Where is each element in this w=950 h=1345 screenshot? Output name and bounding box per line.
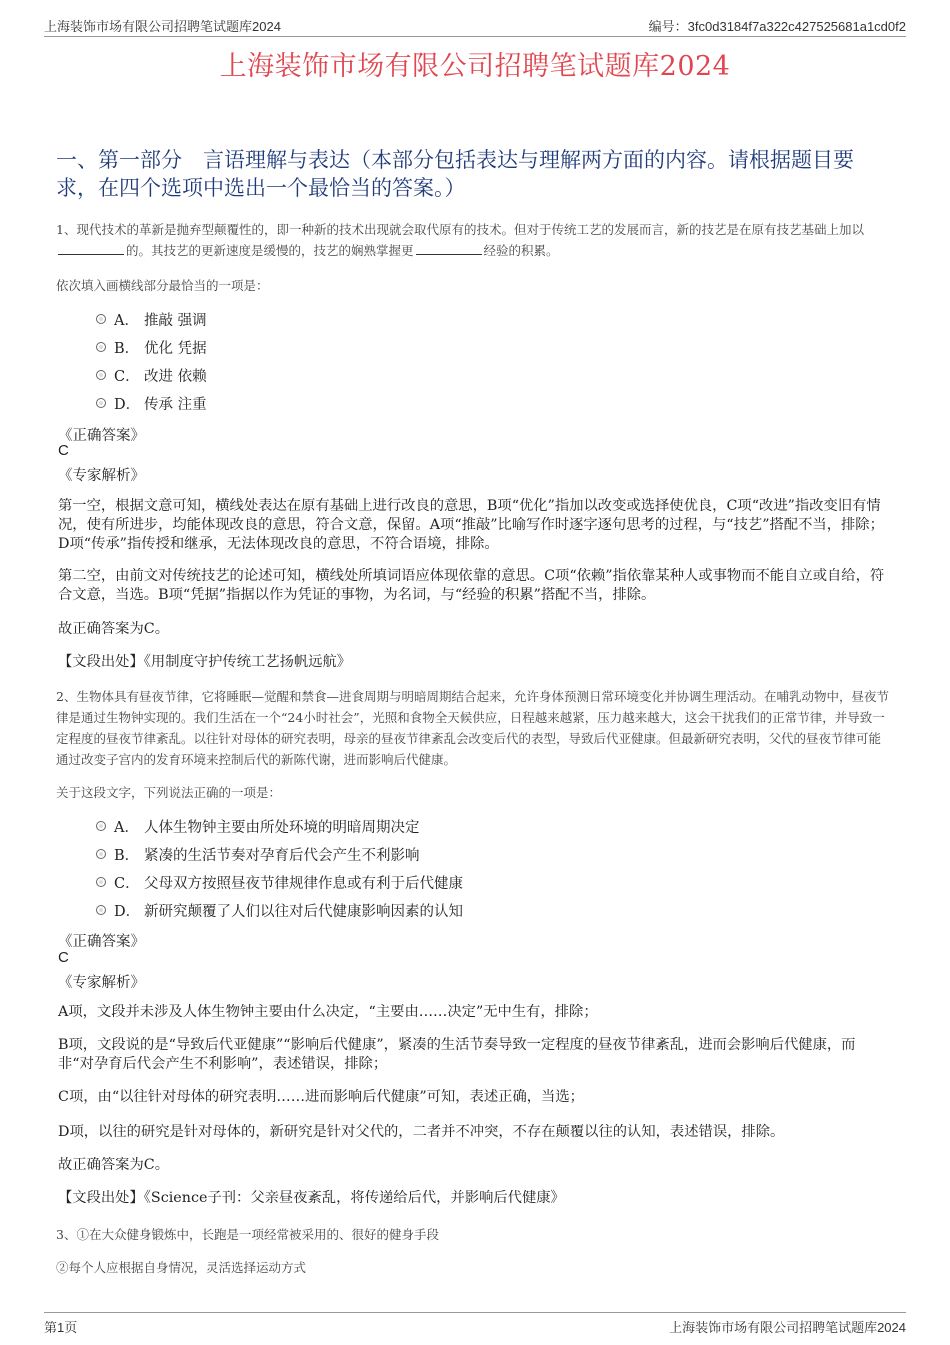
footer-doc-title: 上海装饰市场有限公司招聘笔试题库2024 [669,1320,906,1335]
page-header [44,14,906,37]
option-b[interactable] [96,333,207,361]
radio-icon[interactable] [96,821,106,831]
source-citation: 【文段出处】《用制度守护传统工艺扬帆远航》 [58,654,352,670]
question-3-line-2: ②每个人应根据自身情况，灵活选择运动方式 [56,1260,307,1275]
radio-icon[interactable] [96,849,106,859]
option-letter: C． [114,875,140,892]
fill-blank-1 [58,242,124,255]
page-footer [44,1312,906,1335]
question-2-options [96,812,463,924]
header-doc-title: 上海装饰市场有限公司招聘笔试题库2024 [44,19,281,34]
analysis-label: 《专家解析》 [58,468,145,484]
header-doc-number: 编号：3fc0d3184f7a322c427525681a1cd0f2 [648,19,906,34]
analysis-label: 《专家解析》 [58,975,145,991]
answer-label: 《正确答案》 [58,428,145,444]
question-1-text-part-b: 的。其技艺的更新速度是缓慢的，技艺的娴熟掌握更 [126,243,414,258]
radio-icon[interactable] [96,342,106,352]
document-title: 上海装饰市场有限公司招聘笔试题库2024 [219,51,731,82]
option-text: 人体生物钟主要由所处环境的明暗周期决定 [144,819,420,836]
question-1-prompt: 依次填入画横线部分最恰当的一项是： [56,278,269,293]
question-2-text: 2、生物体具有昼夜节律，它将睡眠—觉醒和禁食—进食周期与明暗周期结合起来，允许身体预测日常环境变化并协调生理活动。在哺乳动物中，昼夜节律是通过生物钟实现的。我们生活在一个“24小时社会”，光照和食物全天候供应，日程越来越紧，压力越来越大，这会干扰我们的正常节律，并导致一定程度的昼夜节律紊乱。以往针对母体的研究表明，母亲的昼夜节律紊乱会改变后代的表型，导致后代亚健康。但最新研究表明，父代的昼夜节律可能通过改变子宫内的发育环境来控制后代的新陈代谢，进而影响后代健康。 [56,689,889,767]
radio-icon[interactable] [96,370,106,380]
option-c[interactable] [96,361,207,389]
answer-label: 《正确答案》 [58,934,145,950]
option-letter: A． [114,819,139,836]
option-letter: A． [114,312,139,329]
analysis-conclusion: 故正确答案为C。 [58,1157,170,1173]
analysis-paragraph: B项，文段说的是“导致后代亚健康”“影响后代健康”，紧凑的生活节奏导致一定程度的昼夜节律紊乱，进而会影响后代健康，而非“对孕育后代会产生不利影响”，表述错误，排除； [58,1037,856,1072]
analysis-paragraph: C项，由“以往针对母体的研究表明……进而影响后代健康”可知，表述正确，当选； [58,1089,584,1105]
correct-answer: C [58,949,69,966]
option-text: 父母双方按照昼夜节律规律作息或有利于后代健康 [144,875,463,892]
question-1-text-part-c: 经验的积累。 [483,243,559,258]
option-d[interactable] [96,896,463,924]
source-citation: 【文段出处】《Science子刊：父亲昼夜紊乱，将传递给后代，并影响后代健康》 [58,1190,565,1206]
question-2-prompt: 关于这段文字，下列说法正确的一项是： [56,785,282,800]
correct-answer: C [58,442,69,459]
question-1-text-part-a: 1、现代技术的革新是抛弃型颠覆性的，即一种新的技术出现就会取代原有的技术。但对于传统工艺的发展而言，新的技艺是在原有技艺基础上加以 [56,222,864,237]
analysis-paragraph: A项，文段并未涉及人体生物钟主要由什么决定，“主要由……决定”无中生有，排除； [58,1004,598,1020]
section-heading: 一、第一部分 言语理解与表达（本部分包括表达与理解两方面的内容。请根据题目要求，在四个选项中选出一个最恰当的答案。） [56,148,854,200]
radio-icon[interactable] [96,398,106,408]
option-text: 改进 依赖 [144,368,207,385]
option-text: 传承 注重 [144,396,207,413]
question-3-line-1: 3、①在大众健身锻炼中，长跑是一项经常被采用的、很好的健身手段 [56,1227,439,1242]
option-letter: B． [114,340,140,357]
page-number: 第1页 [44,1320,78,1335]
fill-blank-2 [416,242,482,255]
option-letter: D． [114,396,141,413]
analysis-paragraph: 第二空，由前文对传统技艺的论述可知，横线处所填词语应体现依靠的意思。C项“依赖”指依靠某种人或事物而不能自立或自给，符合文意，当选。B项“凭据”指据以作为凭证的事物，为名词，与“经验的积累”搭配不当，排除。 [58,568,885,603]
option-b[interactable] [96,840,463,868]
option-letter: C． [114,368,140,385]
radio-icon[interactable] [96,314,106,324]
option-text: 优化 凭据 [144,340,207,357]
option-a[interactable] [96,305,207,333]
option-letter: B． [114,847,140,864]
option-text: 新研究颠覆了人们以往对后代健康影响因素的认知 [144,903,463,920]
option-d[interactable] [96,389,207,417]
analysis-paragraph: 第一空，根据文意可知，横线处表达在原有基础上进行改良的意思，B项“优化”指加以改变或选择使优良，C项“改进”指改变旧有情况，使有所进步，均能体现改良的意思，符合文意，保留。A项“推敲”比喻写作时逐字逐句思考的过程，与“技艺”搭配不当，排除；D项“传承”指传授和继承，无法体现改良的意思，不符合语境，排除。 [58,498,884,552]
option-text: 推敲 强调 [144,312,207,329]
question-1-options [96,305,207,417]
option-a[interactable] [96,812,463,840]
option-c[interactable] [96,868,463,896]
analysis-paragraph: D项，以往的研究是针对母体的，新研究是针对父代的，二者并不冲突，不存在颠覆以往的认知，表述错误，排除。 [58,1124,785,1140]
radio-icon[interactable] [96,877,106,887]
radio-icon[interactable] [96,905,106,915]
analysis-conclusion: 故正确答案为C。 [58,621,170,637]
question-1-text [56,219,890,261]
option-letter: D． [114,903,141,920]
option-text: 紧凑的生活节奏对孕育后代会产生不利影响 [144,847,420,864]
